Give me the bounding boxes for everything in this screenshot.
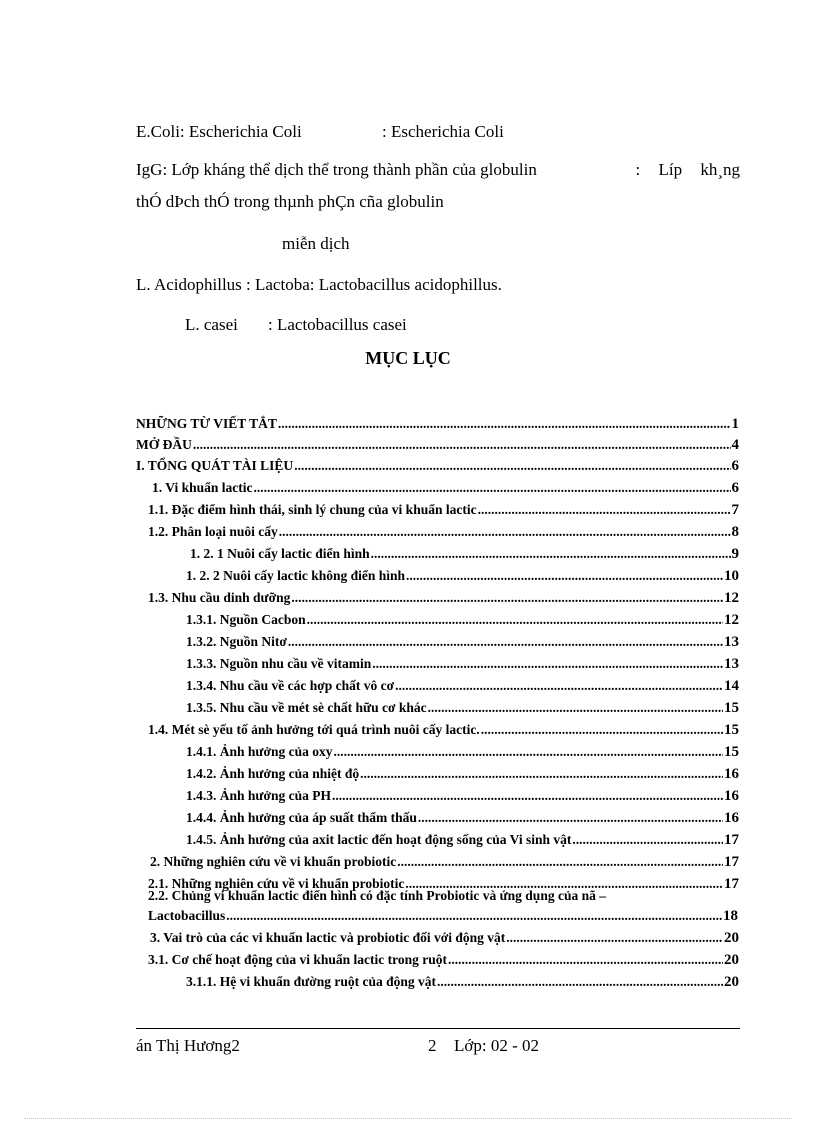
toc-entry[interactable]: 1.4.5. Ảnh hưởng của axit lactic đến hoạt động sống của Vi sinh vật ..... 17 (186, 832, 739, 852)
toc-entry[interactable]: 1.3.2. Nguồn Nitơ ..... 13 (186, 634, 739, 654)
toc-entry[interactable]: 1.3. Nhu cầu dinh dưỡng ..... 12 (148, 590, 739, 610)
footer-divider (136, 1028, 740, 1029)
abbr-ecoli (136, 122, 302, 142)
toc-entry[interactable]: 1.3.4. Nhu cầu về các hợp chất vô cơ ..... 14 (186, 678, 739, 698)
toc-entry[interactable]: 2. Những nghiên cứu về vi khuẩn probiotic ..... 17 (150, 854, 739, 874)
toc-entry[interactable]: 1.3.3. Nguồn nhu cầu về vitamin ..... 13 (186, 656, 739, 676)
toc-entry[interactable]: 1.4.3. Ảnh hưởng của PH ..... 16 (186, 788, 739, 808)
abbr-acidophillus: L. Acidophillus : Lactoba: Lactobacillus acidophillus. (136, 275, 502, 294)
toc-title: MỤC LỤC (365, 348, 451, 368)
toc-entry[interactable]: NHỮNG TỪ VIẾT TẮT ..... 1 (136, 416, 739, 436)
toc-entry[interactable]: 1.3.1. Nguồn Cacbon ..... 12 (186, 612, 739, 632)
footer-page-number: 2 (428, 1036, 437, 1055)
toc-entry[interactable]: 1.1. Đặc điểm hình thái, sinh lý chung của vi khuẩn lactic ..... 7 (148, 502, 739, 522)
footer-class: Lớp: 02 - 02 (454, 1036, 540, 1055)
abbr-igg-right: : Líp kh¸ng (635, 160, 740, 179)
toc-entry[interactable]: 3.1.1. Hệ vi khuẩn đường ruột của động vật ..... 20 (186, 974, 739, 994)
toc-entry-wrapped[interactable]: 2.2. Chủng vi khuẩn lactic điển hình có đặc tính Probiotic và ứng dụng của nã – Lactobacillus ..... 18 (148, 888, 738, 928)
abbr-igg-line3: miễn dịch (282, 234, 350, 253)
abbr-ecoli-term: E.Coli: Escherichia Coli (136, 122, 302, 141)
abbr-igg (136, 160, 740, 212)
toc-entry[interactable]: 1.4.1. Ảnh hưởng của oxy ..... 15 (186, 744, 739, 764)
abbr-casei-term: L. casei (185, 315, 238, 334)
toc-entry[interactable]: 1. 2. 1 Nuôi cấy lactic điển hình ..... 9 (190, 546, 739, 566)
toc-entry[interactable]: 1.4.4. Ảnh hưởng của áp suất thẩm thấu ..... 16 (186, 810, 739, 830)
toc-entry[interactable]: 1.4.2. Ảnh hưởng của nhiệt độ ..... 16 (186, 766, 739, 786)
toc-entry[interactable]: 1.3.5. Nhu cầu về mét sè chất hữu cơ khác ..... 15 (186, 700, 739, 720)
toc-entry[interactable]: 1.2. Phân loại nuôi cấy ..... 8 (148, 524, 739, 544)
page-bottom-border (24, 1118, 792, 1119)
abbr-igg-left: IgG: Lớp kháng thể dịch thể trong thành phần của globulin (136, 160, 537, 179)
toc-entry[interactable]: 2.1. Những nghiên cứu về vi khuẩn probiotic ..... 17 (148, 876, 739, 896)
toc-entry[interactable]: 1.4. Mét sè yếu tố ảnh hưởng tới quá trình nuôi cấy lactic. ..... 15 (148, 722, 739, 742)
footer-author: án Thị Hương2 (136, 1036, 240, 1055)
toc-entry[interactable]: 3.1. Cơ chế hoạt động của vi khuẩn lactic trong ruột ..... 20 (148, 952, 739, 972)
abbr-ecoli-meaning: : Escherichia Coli (382, 122, 504, 141)
toc-entry[interactable]: 3. Vai trò của các vi khuẩn lactic và probiotic đối với động vật ..... 20 (150, 930, 739, 950)
toc-entry[interactable]: I. TỔNG QUÁT TÀI LIỆU ..... 6 (136, 458, 739, 478)
toc-entry[interactable]: 1. 2. 2 Nuôi cấy lactic không điển hình ..... 10 (186, 568, 739, 588)
toc-entry[interactable]: MỞ ĐẦU ..... 4 (136, 437, 739, 457)
abbr-igg-line2: thÓ dÞch thÓ trong thµnh phÇn cña globulin (136, 192, 444, 211)
abbr-casei-meaning: : Lactobacillus casei (268, 315, 407, 334)
toc-entry[interactable]: 1. Vi khuẩn lactic ..... 6 (152, 480, 739, 500)
